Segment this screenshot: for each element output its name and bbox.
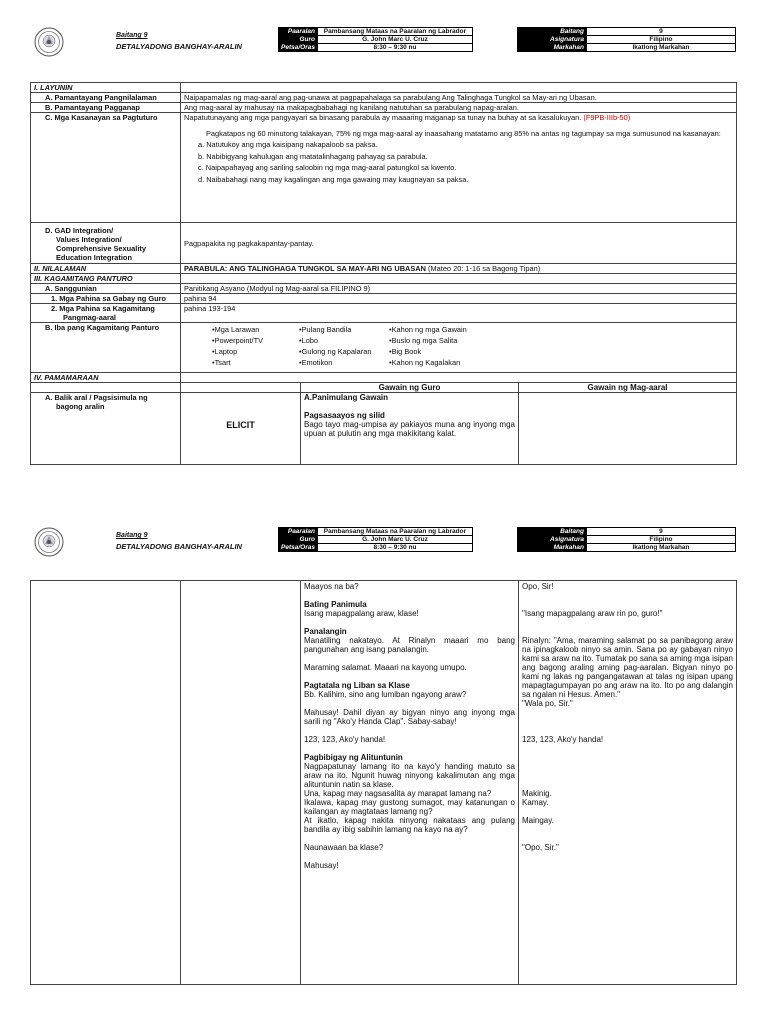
kagamitan-text: pahina 193-194 xyxy=(181,304,737,323)
material-item: •Laptop xyxy=(212,347,238,356)
magaaral-block xyxy=(522,816,733,834)
guro-column-header: Gawain ng Guro xyxy=(301,383,519,393)
magaaral-block-text: "Wala po, Sir." xyxy=(522,699,573,708)
magaaral-block xyxy=(522,861,733,870)
pagsasaayos-text: Bago tayo mag-umpisa ay pakiayos muna ang inyong mga upuan at pulutin ang mga makikitang kalat. xyxy=(304,420,515,438)
continuation-table xyxy=(30,580,737,985)
gad-label-line-3: Comprehensive Sexuality xyxy=(56,244,146,253)
magaaral-block-text: Kamay. xyxy=(522,798,549,807)
guro-value: G. John Marc U. Cruz xyxy=(317,536,472,544)
guro-label: Guro xyxy=(279,36,318,44)
materials-col-3 xyxy=(389,324,499,368)
material-item: •Kahon ng mga Gawain xyxy=(389,325,467,334)
pagganap-text: Ang mag-aaral ay mahusay na makapagbabahagi ng kanilang natutuhan sa parabulang napag-aralan. xyxy=(181,103,737,113)
objective-d: d. Naibabahagi nang may kagalingan ang mga gawaing may kaugnayan sa paksa. xyxy=(198,174,469,184)
header-info-table xyxy=(278,27,736,52)
pagsasaayos-title: Pagsasaayos ng silid xyxy=(304,411,385,420)
guro-label: Guro xyxy=(279,536,318,544)
guro-block-title: Bating Panimula xyxy=(304,600,367,609)
kasanayan-label: C. Mga Kasanayan sa Pagtuturo xyxy=(31,113,181,223)
magaaral-block-text: 123, 123, Ako'y handa! xyxy=(522,735,604,744)
material-item: •Buslo ng mga Salita xyxy=(389,336,458,345)
guro-block-text: Isang mapagpalang araw, klase! xyxy=(304,609,419,618)
magaaral-block xyxy=(522,636,733,699)
paaralan-label: Paaralan xyxy=(279,28,318,36)
petsa-label: Petsa/Oras xyxy=(279,44,318,52)
balik-aral-label xyxy=(31,393,181,465)
guro-block-text: Nagpapatunay lamang ito na kayo'y handing matuto sa araw na ito. Ngunit huwag ninyong kakalimutan ang mga alituntunin natin sa klase. xyxy=(304,762,515,789)
grade-title: Baitang 9 xyxy=(116,32,148,39)
guro-block-text: Naunawaan ba klase? xyxy=(304,843,384,852)
pagganap-label: B. Pamantayang Pagganap xyxy=(31,103,181,113)
magaaral-block xyxy=(522,735,733,744)
guro-block-title: Pagtatala ng Liban sa Klase xyxy=(304,681,410,690)
gad-label-line-4: Education Integration xyxy=(56,253,132,262)
guro-block xyxy=(304,816,515,834)
kasanayan-text: Napatutunayang ang mga pangyayari sa binasang parabula ay maaaring maganap sa tunay na buhay at sa kasalukuyan. xyxy=(184,113,582,122)
material-item: •Tsart xyxy=(212,358,231,367)
guro-block xyxy=(304,753,515,789)
objective-b: b. Nabibigyang kahulugan ang matatalinhagang pahayag sa parabula. xyxy=(198,151,428,161)
material-item: •Gulong ng Kapalaran xyxy=(299,347,372,356)
baitang-label: Baitang xyxy=(517,528,586,536)
pangnilalaman-text: Naipapamalas ng mag-aaral ang pag-unawa at pagpapahalaga sa parabulang Ang Talinghaga Tungkol sa May-ari ng Ubasan. xyxy=(181,93,737,103)
magaaral-block xyxy=(522,789,733,798)
magaaral-block xyxy=(522,762,733,789)
gad-label xyxy=(31,223,181,264)
guro-block-text: Mahusay! xyxy=(304,861,339,870)
guro-block-text: Mahusay! Dahil diyan ay bigyan ninyo ang inyong mga sarili ng "Ako'y Handa Clap". Sabay-sabay! xyxy=(304,708,515,726)
page-header-1 xyxy=(30,27,736,57)
material-item: •Mga Larawan xyxy=(212,325,260,334)
materials-col-1 xyxy=(212,324,299,368)
page-header-2 xyxy=(30,527,736,557)
guro-block-title: Pagbibigay ng Alituntunin xyxy=(304,753,403,762)
materials-cell xyxy=(181,323,737,373)
gad-text: Pagpapakita ng pagkakapantay-pantay. xyxy=(181,223,737,264)
guro-block xyxy=(304,798,515,816)
guro-block xyxy=(304,708,515,726)
markahan-value: Ikatlong Markahan xyxy=(586,544,735,552)
deped-seal-icon xyxy=(34,527,64,557)
guro-block xyxy=(304,663,515,672)
magaaral-block xyxy=(522,609,733,618)
objective-c: c. Naipapahayag ang sariling saloobin ng mga mag-aaral patungkol sa kwento. xyxy=(198,163,457,172)
guro-block xyxy=(304,843,515,852)
objectives-intro: Pagkatapos ng 60 minutong talakayan, 75% ng mga mag-aaral ay inaasahang matatamo ang 85% na antas ng tagumpay sa mga sumusunod na kasanayan: xyxy=(206,129,721,138)
plan-title: DETALYADONG BANGHAY-ARALIN xyxy=(116,42,242,51)
guro-block xyxy=(304,789,515,798)
guro-value: G. John Marc U. Cruz xyxy=(317,36,472,44)
gad-label-line-1: D. GAD Integration/ xyxy=(45,226,114,235)
kagamitan-label-line-1: 2. Mga Pahina sa Kagamitang xyxy=(51,304,155,313)
magaaral-block-text: Maingay. xyxy=(522,816,554,825)
nilalaman-heading: II. NILALAMAN xyxy=(31,264,181,274)
guro-block xyxy=(304,735,515,744)
pangnilalaman-label: A. Pamantayang Pangnilalaman xyxy=(31,93,181,103)
magaaral-block-text: Makinig. xyxy=(522,789,552,798)
nilalaman-title: PARABULA: ANG TALINGHAGA TUNGKOL SA MAY-ARI NG UBASAN xyxy=(184,264,426,273)
material-item: •Emotikon xyxy=(299,358,333,367)
magaaral-column xyxy=(519,581,737,985)
material-item: •Kahon ng Kagalakan xyxy=(389,358,461,367)
baitang-label: Baitang xyxy=(517,28,586,36)
material-item: •Lobo xyxy=(299,336,319,345)
competency-code: (F9PB-IIIb-50) xyxy=(583,113,631,122)
magaaral-block xyxy=(522,843,733,852)
kasanayan-cell xyxy=(181,113,737,223)
baitang-value: 9 xyxy=(586,528,735,536)
objective-a: a. Natutukoy ang mga kaisipang nakapaloob sa paksa. xyxy=(198,140,378,149)
guro-block xyxy=(304,681,515,699)
nilalaman-cell xyxy=(181,264,737,274)
lesson-plan-table xyxy=(30,82,737,465)
grade-title: Baitang 9 xyxy=(116,532,148,539)
paaralan-value: Pambansang Mataas na Paaralan ng Labrador xyxy=(317,528,472,536)
paaralan-value: Pambansang Mataas na Paaralan ng Labrador xyxy=(317,28,472,36)
asignatura-value: Filipino xyxy=(586,36,735,44)
material-item: •Pulang Bandila xyxy=(299,325,352,334)
elicit-label: ELICIT xyxy=(181,393,301,465)
plan-title: DETALYADONG BANGHAY-ARALIN xyxy=(116,542,242,551)
markahan-label: Markahan xyxy=(517,44,586,52)
balik-aral-line-1: A. Balik aral / Pagsisimula ng xyxy=(45,393,148,402)
guro-block-text: Manatiling nakatayo. At Rinalyn maaari mo bang pangunahan ang isang panalangin. xyxy=(304,636,515,654)
kagamitan-heading: III. KAGAMITANG PANTURO xyxy=(31,274,181,284)
asignatura-value: Filipino xyxy=(586,536,735,544)
asignatura-label: Asignatura xyxy=(517,536,586,544)
guro-block-title: Panalangin xyxy=(304,627,347,636)
magaaral-column-header: Gawain ng Mag-aaral xyxy=(519,383,737,393)
petsa-label: Petsa/Oras xyxy=(279,544,318,552)
paaralan-label: Paaralan xyxy=(279,528,318,536)
material-item: •Big Book xyxy=(389,347,422,356)
nilalaman-ref: (Mateo 20: 1-16 sa Bagong Tipan) xyxy=(428,264,541,273)
label-column xyxy=(31,581,181,985)
materials-col-2 xyxy=(299,324,389,368)
asignatura-label: Asignatura xyxy=(517,36,586,44)
guro-block xyxy=(304,627,515,654)
magaaral-block-text: Opo, Sir! xyxy=(522,582,554,591)
panimulang-gawain-cell xyxy=(301,393,519,465)
magaaral-block xyxy=(522,798,733,816)
guro-block xyxy=(304,861,515,870)
magaaral-block xyxy=(522,708,733,726)
kagamitan-label xyxy=(31,304,181,323)
guro-block-text: Maraming salamat. Maaari na kayong umupo. xyxy=(304,663,467,672)
balik-aral-line-2: bagong aralin xyxy=(56,402,105,411)
magaaral-block-text: "Opo, Sir." xyxy=(522,843,559,852)
pamamaraan-heading: IV. PAMAMARAAN xyxy=(31,373,181,383)
guro-block-text: 123, 123, Ako'y handa! xyxy=(304,735,386,744)
sanggunian-label: A. Sanggunian xyxy=(31,284,181,294)
gabay-text: pahina 94 xyxy=(181,294,737,304)
guro-block-text: Bb. Kalihim, sino ang lumiban ngayong araw? xyxy=(304,690,467,699)
header-info-table xyxy=(278,527,736,552)
kagamitan-label-line-2: Pangmag-aaral xyxy=(63,313,116,322)
guro-block xyxy=(304,600,515,618)
petsa-value: 8:30 – 9:30 nu xyxy=(317,44,472,52)
markahan-value: Ikatlong Markahan xyxy=(586,44,735,52)
material-item: •Powerpoint/TV xyxy=(212,336,264,345)
magaaral-block xyxy=(522,699,733,708)
magaaral-block-text: "Isang mapagpalang araw rin po, guro!" xyxy=(522,609,663,618)
guro-block-text: Ikalawa, kapag may gustong sumagot, may katanungan o kailangan ay magtataas lamang ng? xyxy=(304,798,515,816)
layunin-heading: I. LAYUNIN xyxy=(31,83,181,93)
petsa-value: 8:30 – 9:30 nu xyxy=(317,544,472,552)
panimulang-title: A.Panimulang Gawain xyxy=(304,393,389,402)
deped-seal-icon xyxy=(34,27,64,57)
gabay-label: 1. Mga Pahina sa Gabay ng Guro xyxy=(31,294,181,304)
guro-block-text: At ikatlo, kapag nakita ninyong nakataas ang pulang bandila ay ibig sabihin lamang na kayo na ay? xyxy=(304,816,515,834)
guro-block-text: Una, kapag may nagsasalita ay marapat lamang na? xyxy=(304,789,492,798)
guro-block xyxy=(304,582,515,591)
magaaral-block xyxy=(522,582,733,591)
baitang-value: 9 xyxy=(586,28,735,36)
iba-label: B. Iba pang Kagamitang Panturo xyxy=(31,323,181,373)
markahan-label: Markahan xyxy=(517,544,586,552)
gad-label-line-2: Values Integration/ xyxy=(56,235,122,244)
sanggunian-text: Panitikang Asyano (Modyul ng Mag-aaral sa FILIPINO 9) xyxy=(181,284,737,294)
magaaral-block-text: Rinalyn: "Ama, maraming salamat po sa panibagong araw na ipinagkaloob ninyo sa amin. Sana po ay gabayan ninyo kami sa araw na ito. Tumatak po sana sa aming mga isipan ang bagong araling aming pag-aaralan. Bigyan ninyo po kami ng lakas ng pangangatawan at talas ng isipan upang mapagtagumpayan po ang araw na ito. Ito po ang dalangin sa ngalan ni Hesus. Amen." xyxy=(522,636,733,699)
phase-column xyxy=(181,581,301,985)
guro-block-text: Maayos na ba? xyxy=(304,582,359,591)
guro-column xyxy=(301,581,519,985)
